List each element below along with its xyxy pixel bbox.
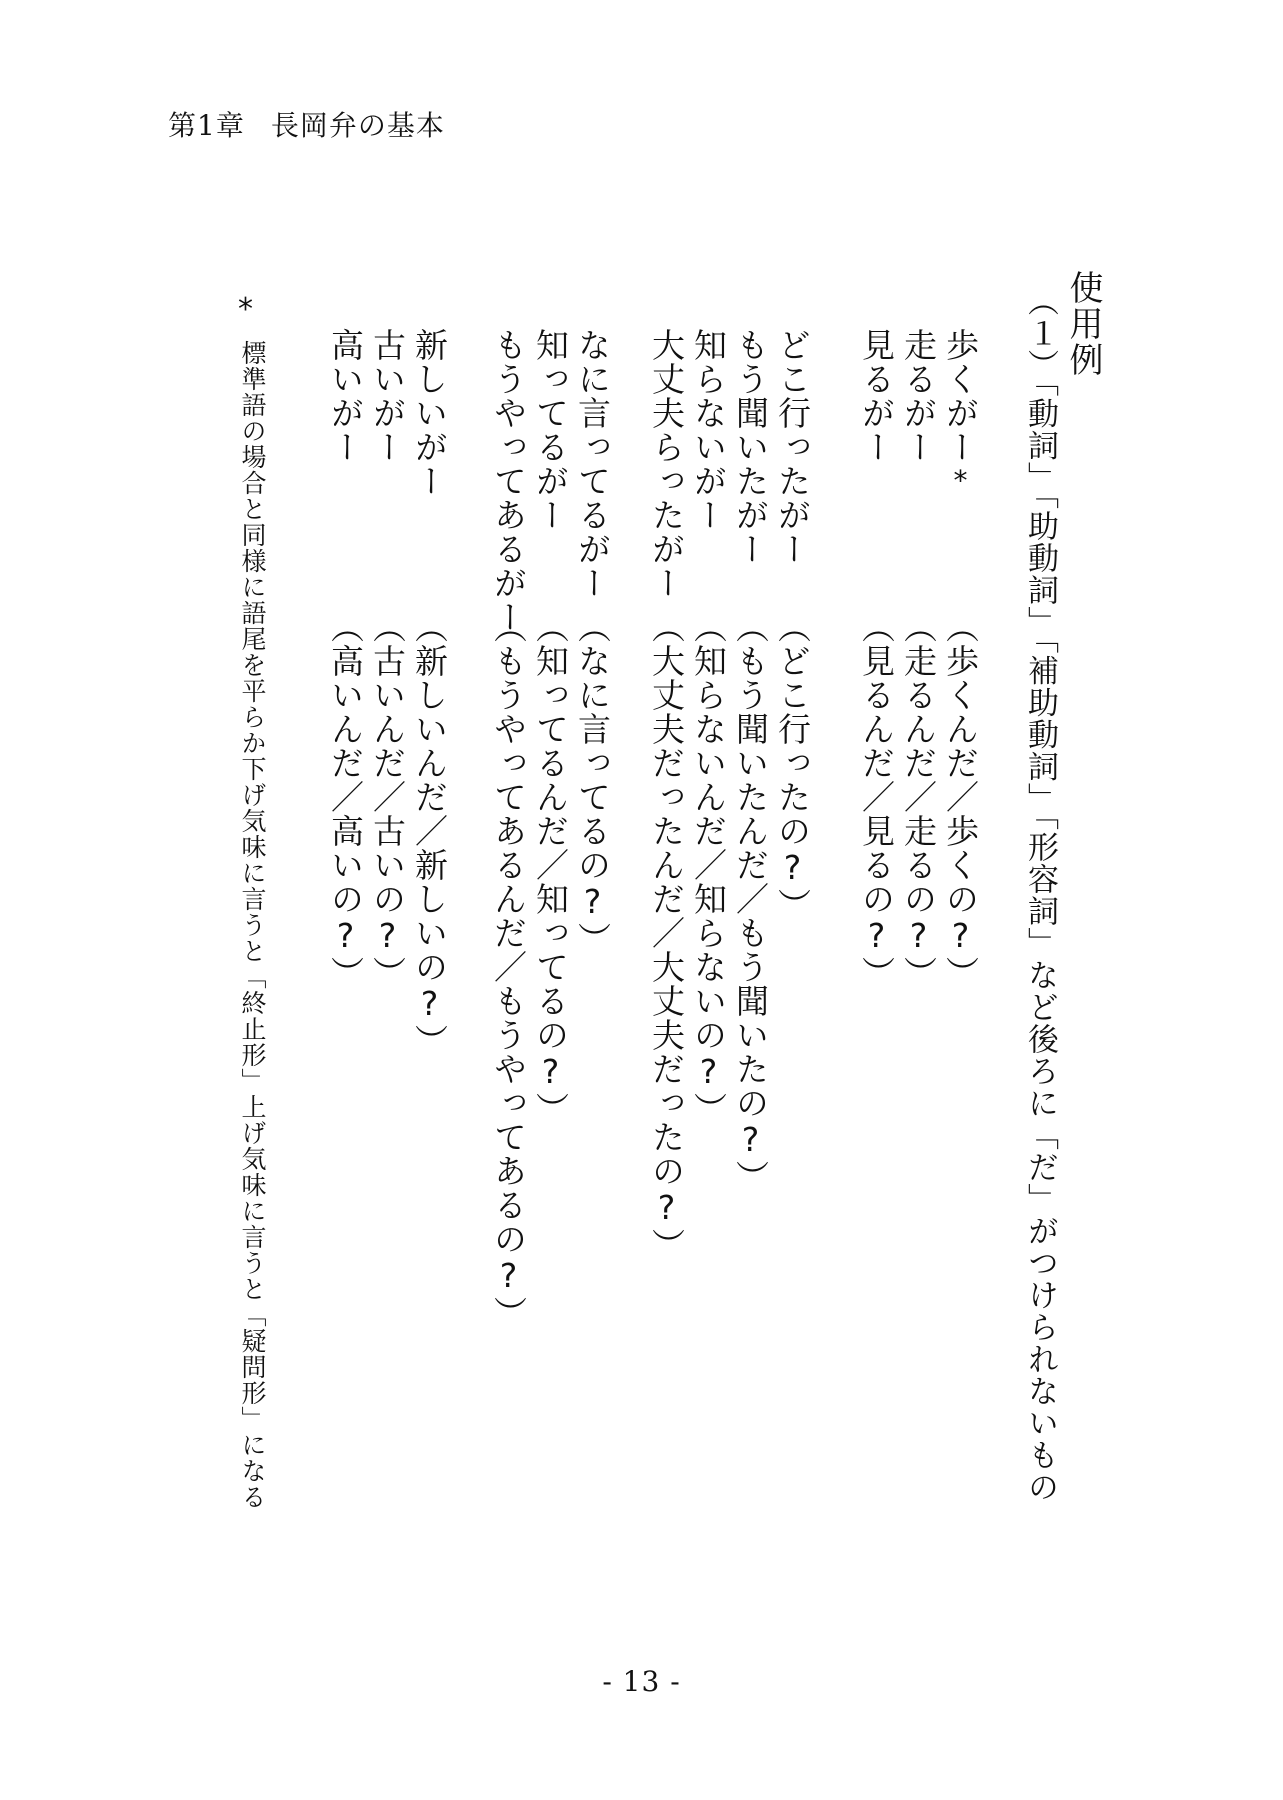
example-phrase: 歩くがー* <box>941 328 980 498</box>
example-phrase: 大丈夫らったがー <box>647 328 686 600</box>
example-phrase: 見るがー <box>857 328 896 464</box>
example-phrase: 知ってるがー <box>531 328 570 532</box>
chapter-title: 長岡弁の基本 <box>270 109 445 142</box>
example-meaning: （大丈夫だったんだ／大丈夫だったの?） <box>647 610 686 1262</box>
example-phrase: 走るがー <box>899 328 938 464</box>
example-phrase: 高いがー <box>326 328 365 464</box>
example-meaning: （見るんだ／見るの?） <box>857 610 896 990</box>
example-meaning: （高いんだ／高いの?） <box>326 610 365 990</box>
example-meaning: （新しいんだ／新しいの?） <box>410 610 449 1058</box>
footnote-mark: * <box>944 464 977 498</box>
section-heading: 使用例 <box>1063 270 1103 378</box>
chapter-number: 第1章 <box>168 109 245 142</box>
example-phrase: もう聞いたがー <box>731 328 770 566</box>
example-meaning: （もう聞いたんだ／もう聞いたの?） <box>731 610 770 1194</box>
example-phrase: 新しいがー <box>410 328 449 498</box>
example-phrase: 知らないがー <box>689 328 728 532</box>
example-phrase: もうやってあるがー <box>489 328 528 634</box>
example-meaning: （どこ行ったの?） <box>773 610 812 922</box>
running-header <box>168 104 445 144</box>
example-phrase: なに言ってるがー <box>573 328 612 600</box>
example-meaning: （もうやってあるんだ／もうやってあるの?） <box>489 610 528 1330</box>
rule-text: （１）「動詞」「助動詞」「補助動詞」「形容詞」など後ろに「だ」がつけられないもの <box>1022 285 1058 1503</box>
example-meaning: （古いんだ／古いの?） <box>368 610 407 990</box>
footnote-text: 標準語の場合と同様に語尾を平らか下げ気味に言うと「終止形」上げ気味に言うと「疑問形」になる <box>238 340 267 1510</box>
example-meaning: （歩くんだ／歩くの?） <box>941 610 980 990</box>
example-phrase: どこ行ったがー <box>773 328 812 566</box>
page-number: - 13 - <box>602 1665 681 1698</box>
footnote-marker: * <box>238 292 253 327</box>
example-meaning: （知らないんだ／知らないの?） <box>689 610 728 1126</box>
example-meaning: （知ってるんだ／知ってるの?） <box>531 610 570 1126</box>
example-phrase: 古いがー <box>368 328 407 464</box>
example-meaning: （走るんだ／走るの?） <box>899 610 938 990</box>
example-meaning: （なに言ってるの?） <box>573 610 612 956</box>
